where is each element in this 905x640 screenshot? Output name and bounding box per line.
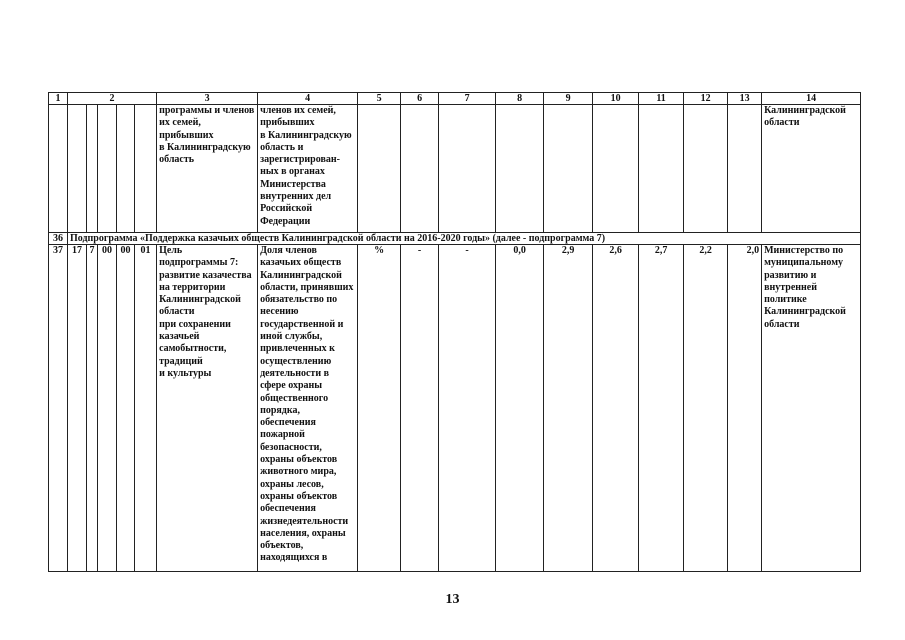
header-cell: 1 <box>49 93 68 105</box>
page-number: 13 <box>445 592 460 607</box>
table-cell <box>135 105 157 233</box>
unit-cell: % <box>358 245 401 572</box>
indicators-table <box>48 92 861 572</box>
header-cell: 12 <box>684 93 728 105</box>
goal-cell: программы и членов их семей, прибывших в Калининградскую область <box>157 105 258 233</box>
header-cell: 11 <box>639 93 684 105</box>
table-cell <box>496 105 544 233</box>
header-cell: 4 <box>258 93 358 105</box>
value-cell: - <box>439 245 496 572</box>
table-cell <box>87 105 98 233</box>
code-cell: 7 <box>87 245 98 572</box>
header-cell: 9 <box>544 93 593 105</box>
value-cell: - <box>401 245 439 572</box>
section-row <box>49 233 861 245</box>
header-cell: 7 <box>439 93 496 105</box>
code-cell: 01 <box>135 245 157 572</box>
value-cell: 2,6 <box>593 245 639 572</box>
header-cell: 5 <box>358 93 401 105</box>
header-cell: 2 <box>68 93 157 105</box>
table-cell <box>358 105 401 233</box>
section-title: Подпрограмма «Поддержка казачьих обществ Калининградской области на 2016-2020 годы» (далее - подпрограмма 7) <box>68 233 861 245</box>
table-cell <box>684 105 728 233</box>
table-cell <box>49 105 68 233</box>
table-cell <box>544 105 593 233</box>
table-cell <box>639 105 684 233</box>
code-cell: 00 <box>117 245 135 572</box>
table-row-continued <box>49 105 861 233</box>
table-cell <box>593 105 639 233</box>
value-cell: 2,7 <box>639 245 684 572</box>
indicator-cell: Доля членов казачьих обществ Калининградской области, принявших обязательство по несению государственной и иной службы, привлеченных к осуществлению деятельности в сфере охраны общественного порядка, обеспечения пожарной безопасности, охраны объектов животного мира, охраны лесов, охраны объектов обеспечения жизнедеятельности населения, охраны объектов, находящихся в <box>258 245 358 572</box>
header-cell: 10 <box>593 93 639 105</box>
table-cell <box>98 105 117 233</box>
header-cell: 14 <box>762 93 861 105</box>
table-cell <box>728 105 762 233</box>
row-number: 37 <box>49 245 68 572</box>
header-cell: 13 <box>728 93 762 105</box>
header-cell: 8 <box>496 93 544 105</box>
table-cell <box>68 105 87 233</box>
table-cell <box>439 105 496 233</box>
value-cell: 2,2 <box>684 245 728 572</box>
value-cell: 2,0 <box>728 245 762 572</box>
code-cell: 17 <box>68 245 87 572</box>
table-cell <box>117 105 135 233</box>
header-row <box>49 93 861 105</box>
value-cell: 0,0 <box>496 245 544 572</box>
responsible-cell: Калининградской области <box>762 105 861 233</box>
table-cell <box>401 105 439 233</box>
goal-cell: Цель подпрограммы 7: развитие казачества на территории Калининградской области при сохранении казачьей самобытности, традиций и культуры <box>157 245 258 572</box>
indicator-cell: членов их семей, прибывших в Калининградскую область и зарегистрирован- ных в органах Министерства внутренних дел Российской Федерации <box>258 105 358 233</box>
value-cell: 2,9 <box>544 245 593 572</box>
header-cell: 3 <box>157 93 258 105</box>
code-cell: 00 <box>98 245 117 572</box>
responsible-cell: Министерство по муниципальному развитию и внутренней политике Калининградской области <box>762 245 861 572</box>
row-number: 36 <box>49 233 68 245</box>
header-cell: 6 <box>401 93 439 105</box>
table-row <box>49 245 861 572</box>
